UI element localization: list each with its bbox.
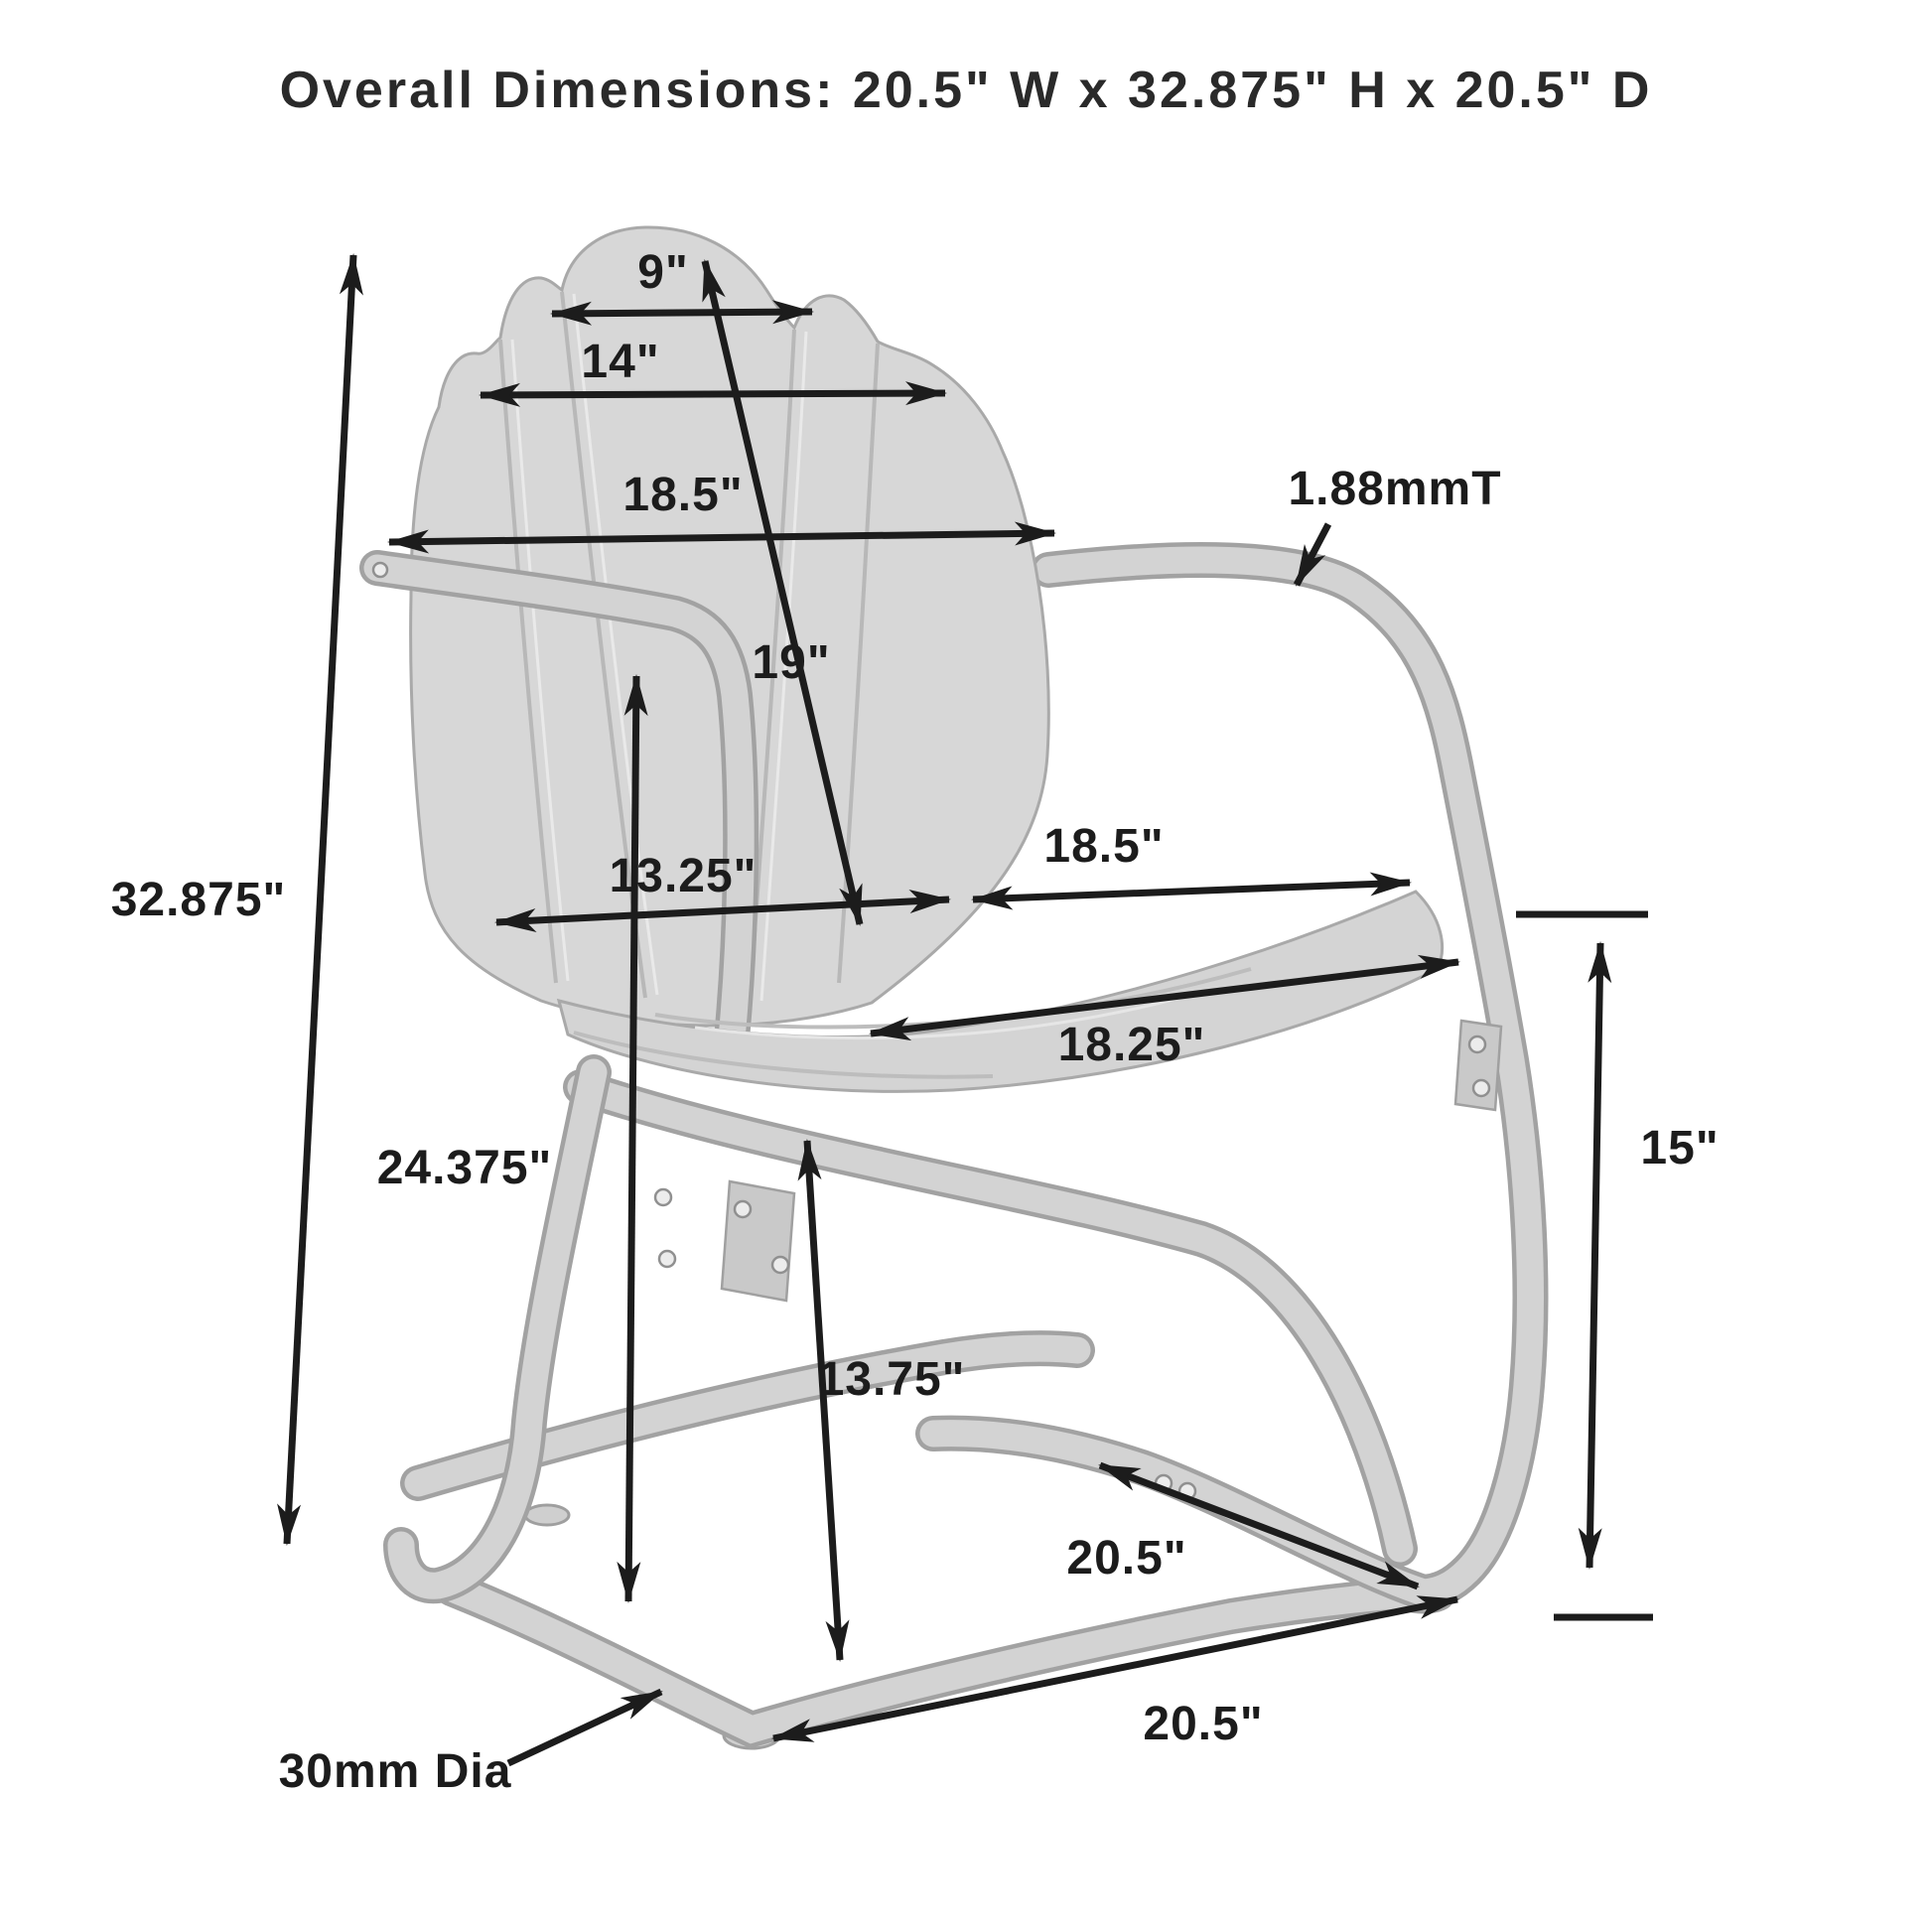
callout-arrow <box>508 1692 661 1763</box>
dim-label: 20.5" <box>1143 1698 1264 1750</box>
dim-label: 13.25" <box>609 850 758 902</box>
bolt <box>1473 1080 1489 1096</box>
callout-label: 30mm Dia <box>278 1745 512 1798</box>
dim-label: 13.75" <box>817 1353 966 1406</box>
page-title: Overall Dimensions: 20.5" W x 32.875" H x 20.5" D <box>279 62 1653 119</box>
armrest-end-bolt <box>373 563 387 577</box>
tube-rear-leg-outline <box>581 1087 1400 1549</box>
dim-label: 32.875" <box>110 874 287 926</box>
callout-label: 1.88mmT <box>1288 463 1502 515</box>
bracket-left <box>722 1181 794 1301</box>
bolt <box>735 1201 751 1217</box>
chair-illustration <box>373 227 1530 1748</box>
dimension-seat-width <box>973 820 1410 899</box>
dim-arrow <box>287 255 353 1544</box>
dim-arrow <box>773 1599 1457 1738</box>
bolt <box>655 1189 671 1205</box>
dim-label: 18.5" <box>622 469 744 521</box>
bolt <box>659 1251 675 1267</box>
bolt <box>772 1257 788 1273</box>
dim-arrow <box>481 393 945 395</box>
dim-label: 24.375" <box>376 1142 553 1194</box>
dim-label: 18.25" <box>1057 1019 1206 1071</box>
tube-rear-leg <box>581 1087 1400 1549</box>
dim-label: 19" <box>752 636 831 689</box>
dim-label: 9" <box>637 246 689 299</box>
dim-label: 18.5" <box>1043 820 1165 873</box>
dim-arrow <box>973 883 1410 899</box>
bolt <box>1469 1036 1485 1052</box>
dim-arrow <box>1589 943 1600 1568</box>
dim-label: 20.5" <box>1066 1532 1187 1585</box>
dimension-overall-height <box>111 255 353 1544</box>
dim-label: 14" <box>581 336 660 388</box>
callout-tube-diameter <box>279 1692 661 1798</box>
dim-label: 15" <box>1640 1122 1720 1174</box>
dim-arrow <box>552 312 812 314</box>
dimension-front-height <box>807 1141 965 1660</box>
foot-cap-rear-left <box>525 1505 569 1525</box>
